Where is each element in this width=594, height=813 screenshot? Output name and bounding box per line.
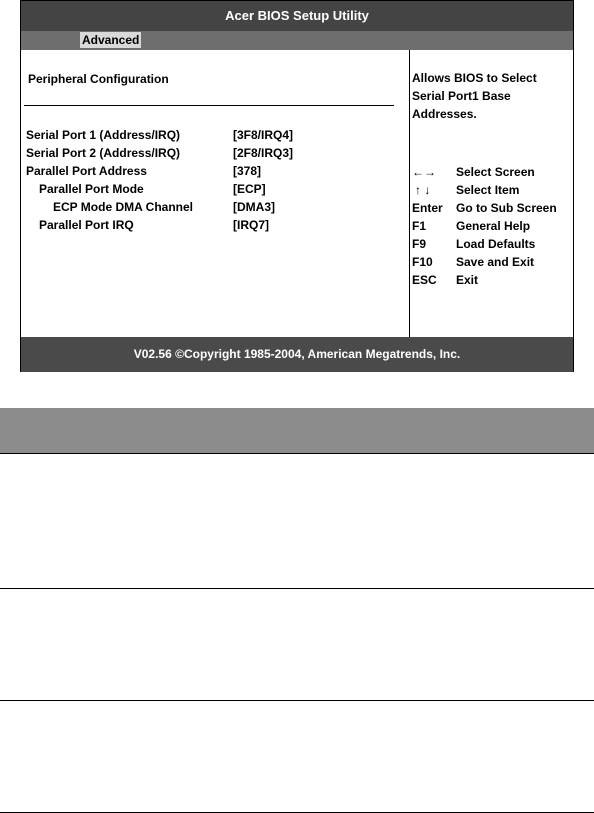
setting-value[interactable]: [ECP] (233, 182, 266, 196)
setting-row-ecp-dma-channel[interactable] (21, 198, 409, 216)
key-name: F9 (412, 237, 427, 251)
key-description: Exit (456, 273, 479, 287)
help-text-line: Allows BIOS to Select (412, 71, 537, 85)
setting-label: Serial Port 1 (Address/IRQ) (26, 128, 181, 142)
bios-menu-bar (21, 31, 573, 50)
setting-row-serial-port-2[interactable] (21, 144, 409, 162)
setting-value[interactable]: [378] (233, 164, 262, 178)
key-description: Load Defaults (456, 237, 536, 251)
section-title: Peripheral Configuration (28, 72, 169, 86)
key-description: Select Item (456, 183, 520, 197)
key-name: F1 (412, 219, 427, 233)
key-description: General Help (456, 219, 531, 233)
bios-footer: V02.56 ©Copyright 1985-2004, American Megatrends, Inc. (21, 337, 573, 372)
key-name: ESC (412, 273, 437, 287)
table-row-divider (0, 700, 594, 701)
up-down-arrow-icon: ↑ ↓ (415, 183, 431, 197)
setting-value[interactable]: [2F8/IRQ3] (233, 146, 294, 160)
section-divider (24, 105, 394, 106)
setting-label: Serial Port 2 (Address/IRQ) (26, 146, 181, 160)
help-pane (410, 50, 574, 337)
tab-advanced[interactable]: Advanced (82, 33, 140, 47)
table-row-divider (0, 588, 594, 589)
setting-row-parallel-port-irq[interactable] (21, 216, 409, 234)
setting-value[interactable]: [DMA3] (233, 200, 275, 214)
manual-table (0, 408, 594, 813)
setting-row-parallel-port-address[interactable] (21, 162, 409, 180)
settings-pane (21, 50, 409, 337)
setting-row-serial-port-1[interactable] (21, 126, 409, 144)
key-description: Go to Sub Screen (456, 201, 557, 215)
help-text-line: Serial Port1 Base (412, 89, 511, 103)
setting-value[interactable]: [IRQ7] (233, 218, 269, 232)
bios-title-bar: Acer BIOS Setup Utility (21, 1, 573, 31)
setting-row-parallel-port-mode[interactable] (21, 180, 409, 198)
table-header (0, 408, 594, 454)
key-description: Select Screen (456, 165, 535, 179)
key-name: Enter (412, 201, 443, 215)
setting-value[interactable]: [3F8/IRQ4] (233, 128, 294, 142)
setting-label: Parallel Port IRQ (39, 218, 134, 232)
setting-label: Parallel Port Address (26, 164, 147, 178)
setting-label: Parallel Port Mode (39, 182, 144, 196)
bios-setup-screen (20, 0, 574, 372)
left-right-arrow-icon: ←→ (412, 165, 436, 179)
setting-label: ECP Mode DMA Channel (53, 200, 194, 214)
help-text-line: Addresses. (412, 107, 477, 121)
key-name: F10 (412, 255, 433, 269)
key-description: Save and Exit (456, 255, 535, 269)
